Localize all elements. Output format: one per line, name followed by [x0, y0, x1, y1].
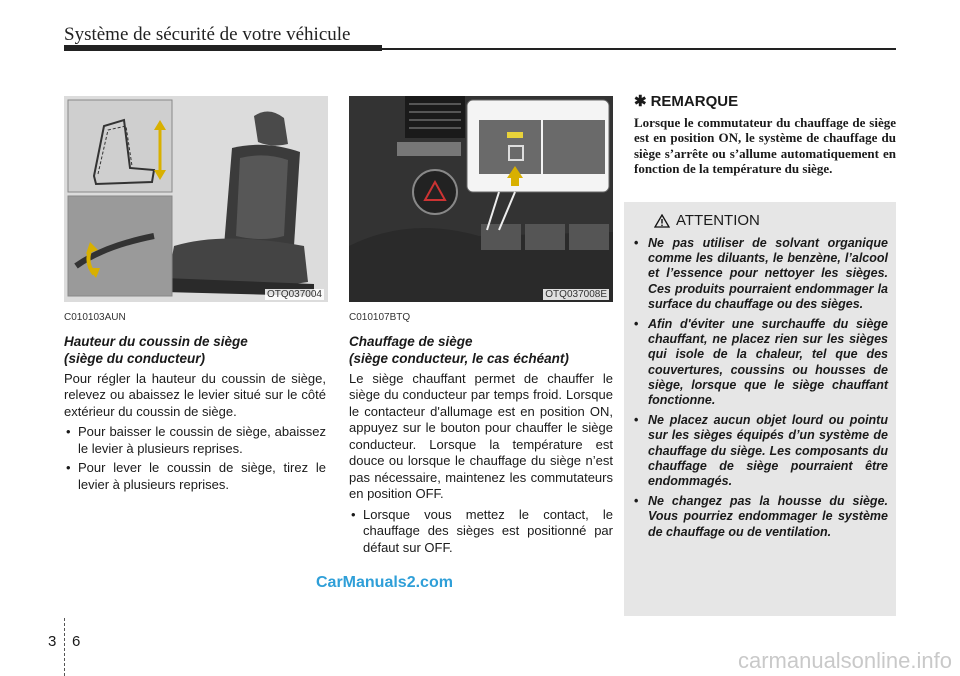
dashboard-illustration: [349, 96, 613, 302]
header-rule: [64, 45, 382, 51]
list-item: • Afin d'éviter une surchauffe du siège chauffant, ne placez rien sur les sièges qui isole de la chaleur, tel que des couvertures, coussins ou housses de siège, lorsque que le siège chauffant fonctionne.: [632, 317, 888, 408]
figure-code: OTQ037008E: [545, 289, 607, 300]
list-item: • Ne placez aucun objet lourd ou pointu sur les sièges équipés d’un système de chauffage du siège. Les composants du chauffage de siège pourraient être endommagés.: [632, 413, 888, 489]
star-icon: ✱: [634, 93, 647, 110]
attention-title: [654, 212, 760, 229]
warning-icon: [654, 214, 670, 228]
remark-title: [634, 94, 896, 111]
watermark-link[interactable]: CarManuals2.com: [316, 574, 453, 591]
page-number: 6: [72, 633, 81, 650]
seat-height-figure: [64, 96, 328, 302]
remark-section: [634, 94, 896, 177]
seat-illustration: [64, 96, 328, 302]
list-item: • Pour baisser le coussin de siège, abaissez le levier à plusieurs reprises.: [64, 424, 326, 457]
subtitle-line: (siège conducteur, le cas échéant): [349, 350, 569, 366]
subtitle-line: (siège du conducteur): [64, 350, 206, 366]
section-number: 3: [48, 633, 57, 650]
list-item: • Lorsque vous mettez le contact, le chauffage des sièges est positionné par défaut sur OFF.: [349, 507, 613, 557]
column-seat-heater: [349, 310, 613, 559]
header-rule-thin: [382, 48, 896, 50]
section-code: C010107BTQ: [349, 312, 411, 323]
attention-title-text: ATTENTION: [676, 212, 760, 229]
footer-brand: carmanualsonline.info: [737, 648, 952, 673]
page-divider: [64, 618, 65, 676]
seat-heater-figure: [349, 96, 613, 302]
list-item: • Ne pas utiliser de solvant organique comme les diluants, le benzène, l’alcool et l’essence pour nettoyer les sièges. Ces produits pourraient endommager la surface du chauffage ou des sièges.: [632, 236, 888, 312]
figure-code: OTQ037004: [266, 289, 322, 300]
list-item: • Pour lever le coussin de siège, tirez le levier à plusieurs reprises.: [64, 460, 326, 493]
list-item: • Ne changez pas la housse du siège. Vous pourriez endommager le système de chauffage ou de ventilation.: [632, 494, 888, 540]
subtitle-line: Hauteur du coussin de siège: [64, 333, 248, 349]
section-subtitle: [64, 333, 326, 367]
body-paragraph: Pour régler la hauteur du coussin de siège, relevez ou abaissez le levier situé sur le côté extérieur du coussin de siège.: [64, 370, 326, 419]
attention-list: [632, 236, 888, 545]
page-header-title: Système de sécurité de votre véhicule: [64, 24, 351, 45]
subtitle-line: Chauffage de siège: [349, 333, 473, 349]
attention-box: [624, 202, 896, 616]
remark-text: Lorsque le commutateur du chauffage de siège est en position ON, le système de chauffage du siège s’arrête ou s’allume automatiquement en fonction de la température du siège.: [634, 114, 896, 176]
section-subtitle: [349, 333, 613, 367]
remark-title-text: REMARQUE: [650, 93, 739, 110]
section-code: C010103AUN: [64, 312, 126, 323]
body-paragraph: Le siège chauffant permet de chauffer le siège du conducteur par temps froid. Lorsque le contacteur d'allumage est en position ON, appuyez sur le bouton pour chauffer le siège conducteur. Lorsque la température est douce ou lorsque le chauffage du siège n’est pas nécessaire, maintenez les commutateurs en position OFF.: [349, 370, 613, 501]
column-seat-height: [64, 310, 326, 496]
